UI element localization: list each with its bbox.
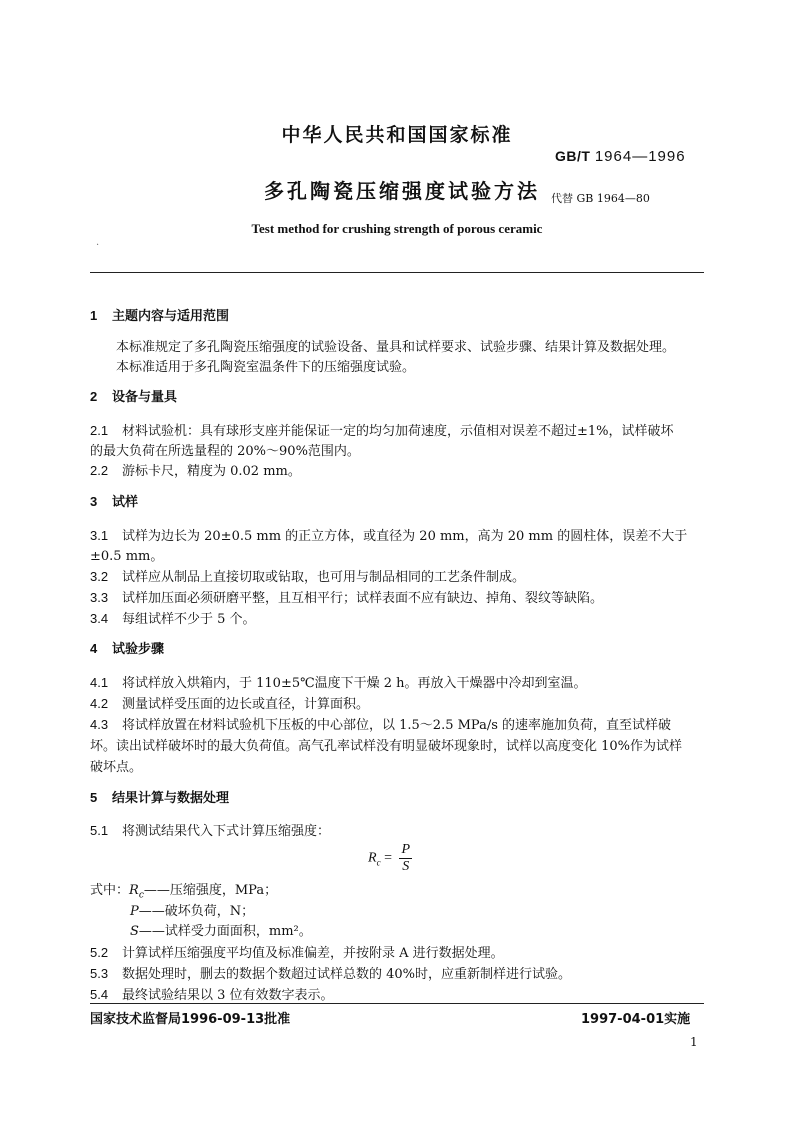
footer-divider bbox=[90, 1003, 704, 1004]
clause-continuation: ±0.5 mm。 bbox=[90, 549, 164, 564]
standard-code: 1964—1996 bbox=[594, 148, 686, 165]
section-title: 结果计算与数据处理 bbox=[112, 791, 230, 806]
clause-text: 材料试验机：具有球形支座并能保证一定的均匀加荷速度，示值相对误差不超过±1%，试样破坏 bbox=[122, 424, 674, 439]
replaces-note: 代替 GB 1964—80 bbox=[551, 192, 650, 205]
page-number: 1 bbox=[690, 1035, 698, 1049]
section-title: 试验步骤 bbox=[112, 642, 165, 657]
clause-number: 5.4 bbox=[90, 987, 109, 1002]
clause-text: 试样应从制品上直接切取或钻取，也可用与制品相同的工艺条件制成。 bbox=[122, 570, 526, 585]
symbol: P bbox=[130, 904, 139, 919]
clause-number: 2.1 bbox=[90, 423, 109, 438]
clause-number: 3.1 bbox=[90, 528, 109, 543]
clause-3-4 bbox=[90, 608, 256, 627]
symbol: R bbox=[129, 883, 139, 898]
clause-5-3 bbox=[90, 963, 571, 982]
national-standard-heading: 中华人民共和国国家标准 bbox=[281, 124, 513, 146]
standard-number bbox=[555, 148, 686, 165]
compressive-strength-formula bbox=[368, 842, 412, 875]
clause-text: 数据处理时，删去的数据个数超过试样总数的 40%时，应重新制样进行试验。 bbox=[122, 967, 572, 982]
symbol-subscript: c bbox=[138, 890, 144, 901]
header-divider bbox=[90, 272, 704, 273]
clause-text: 测量试样受压面的边长或直径，计算面积。 bbox=[122, 697, 370, 712]
clause-number: 5.3 bbox=[90, 966, 109, 981]
clause-number: 4.3 bbox=[90, 717, 109, 732]
document-title: 多孔陶瓷压缩强度试验方法 bbox=[264, 179, 540, 203]
clause-number: 2.2 bbox=[90, 463, 109, 478]
symbol: S bbox=[130, 924, 139, 939]
formula-lhs: R bbox=[368, 850, 377, 866]
clause-text: 试样为边长为 20±0.5 mm 的正立方体，或直径为 20 mm，高为 20 mm 的圆柱体，误差不大于 bbox=[122, 529, 688, 544]
section-number: 4 bbox=[90, 641, 98, 656]
clause-5-4 bbox=[90, 984, 334, 1003]
clause-text: 计算试样压缩强度平均值及标准偏差，并按附录 A 进行数据处理。 bbox=[122, 946, 504, 961]
symbol-meaning: ——破坏负荷，N； bbox=[138, 904, 255, 919]
symbol-definition bbox=[130, 920, 312, 939]
clause-text: 将测试结果代入下式计算压缩强度： bbox=[122, 824, 331, 839]
section-number: 3 bbox=[90, 494, 98, 509]
clause-5-1 bbox=[90, 820, 330, 839]
section-number: 1 bbox=[90, 308, 98, 323]
section-1-heading bbox=[90, 305, 229, 324]
clause-3-1 bbox=[90, 525, 687, 544]
section-title: 设备与量具 bbox=[112, 390, 178, 405]
paragraph: 本标准适用于多孔陶瓷室温条件下的压缩强度试验。 bbox=[116, 360, 416, 375]
scan-mark: · bbox=[96, 240, 100, 251]
symbol-definition bbox=[130, 900, 254, 919]
section-title: 试样 bbox=[112, 495, 139, 510]
formula-subscript: c bbox=[376, 857, 381, 868]
effective-date: 1997-04-01实施 bbox=[581, 1012, 691, 1027]
clause-text: 试样加压面必须研磨平整，且互相平行；试样表面不应有缺边、掉角、裂纹等缺陷。 bbox=[122, 591, 604, 606]
symbol-meaning: ——试样受力面面积，mm²。 bbox=[138, 924, 312, 939]
paragraph: 本标准规定了多孔陶瓷压缩强度的试验设备、量具和试样要求、试验步骤、结果计算及数据处理。 bbox=[116, 340, 676, 355]
symbol-meaning: ——压缩强度，MPa； bbox=[143, 883, 278, 898]
clause-number: 5.1 bbox=[90, 823, 109, 838]
clause-text: 将试样放入烘箱内，于 110±5℃温度下干燥 2 h。再放入干燥器中冷却到室温。 bbox=[122, 676, 587, 691]
english-title: Test method for crushing strength of porous ceramic bbox=[251, 221, 543, 236]
where-label: 式中： bbox=[90, 883, 130, 898]
clause-number: 3.3 bbox=[90, 590, 109, 605]
section-title: 主题内容与适用范围 bbox=[112, 309, 230, 324]
clause-continuation: 的最大负荷在所选量程的 20%～90%范围内。 bbox=[90, 444, 360, 459]
clause-2-1 bbox=[90, 420, 674, 439]
clause-continuation: 坏。读出试样破坏时的最大负荷值。高气孔率试样没有明显破坏现象时，试样以高度变化 10%作为试样 bbox=[90, 739, 683, 754]
section-number: 5 bbox=[90, 790, 98, 805]
clause-text: 将试样放置在材料试验机下压板的中心部位，以 1.5～2.5 MPa/s 的速率施加负荷，直至试样破 bbox=[122, 718, 672, 733]
clause-number: 3.2 bbox=[90, 569, 109, 584]
formula-equals: = bbox=[384, 850, 392, 866]
clause-number: 4.2 bbox=[90, 696, 109, 711]
clause-4-2 bbox=[90, 693, 369, 712]
clause-3-3 bbox=[90, 587, 603, 606]
formula-denominator: S bbox=[402, 859, 410, 874]
formula-fraction bbox=[399, 842, 412, 875]
clause-continuation: 破坏点。 bbox=[90, 760, 143, 775]
clause-4-3 bbox=[90, 714, 671, 733]
clause-text: 最终试验结果以 3 位有效数字表示。 bbox=[122, 988, 334, 1003]
formula-numerator: P bbox=[401, 842, 411, 857]
section-5-heading bbox=[90, 787, 229, 806]
section-2-heading bbox=[90, 386, 177, 405]
clause-number: 3.4 bbox=[90, 611, 109, 626]
section-number: 2 bbox=[90, 389, 98, 404]
clause-3-2 bbox=[90, 566, 525, 585]
clause-text: 游标卡尺，精度为 0.02 mm。 bbox=[122, 464, 301, 479]
section-3-heading bbox=[90, 491, 138, 510]
clause-number: 5.2 bbox=[90, 945, 109, 960]
clause-number: 4.1 bbox=[90, 675, 109, 690]
approval-line: 国家技术监督局1996-09-13批准 bbox=[90, 1012, 291, 1027]
section-4-heading bbox=[90, 638, 164, 657]
clause-5-2 bbox=[90, 942, 504, 961]
clause-2-2 bbox=[90, 460, 301, 479]
clause-4-1 bbox=[90, 672, 587, 691]
clause-text: 每组试样不少于 5 个。 bbox=[122, 612, 256, 627]
symbol-definition bbox=[90, 879, 277, 901]
standard-prefix: GB/T bbox=[555, 148, 591, 164]
